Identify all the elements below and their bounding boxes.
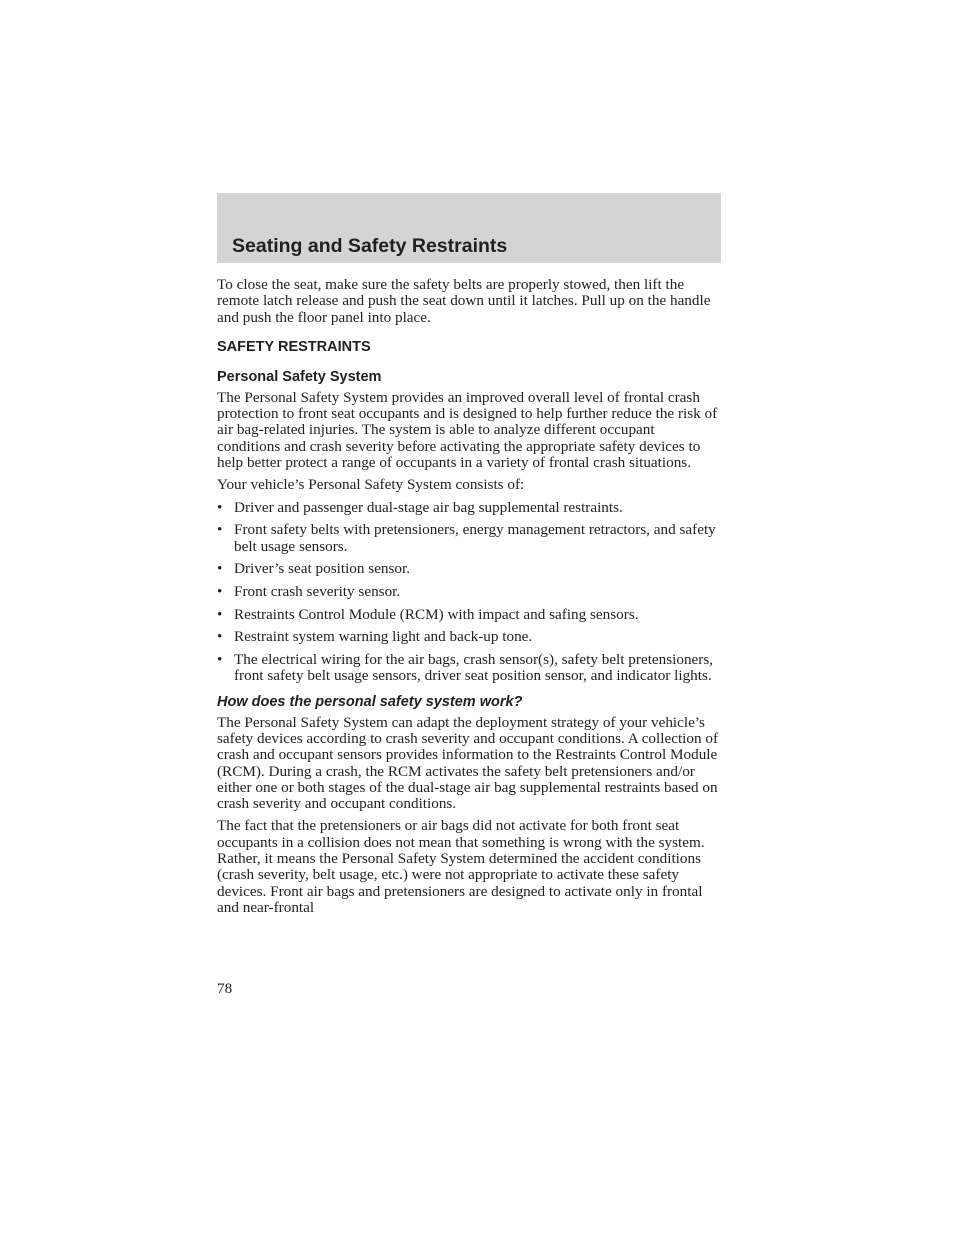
how-it-works-paragraph-1: The Personal Safety System can adapt the deployment strategy of your vehicle’s safety devices according to crash severity and occupant conditions. A collection of crash and occupant sensors provides information to the Restraints Control Module (RCM). During a crash, the RCM activates the safety belt pretensioners and/or either one or both stages of the dual-stage air bag supplemental restraints based on crash severity and occupant conditions. — [217, 713, 719, 813]
list-item-text: Driver’s seat position sensor. — [234, 560, 411, 578]
list-item — [217, 629, 721, 645]
how-it-works-paragraph-2: The fact that the pretensioners or air bags did not activate for both front seat occupants in a collision does not mean that something is wrong with the system. Rather, it means the Personal Safety System determined the accident conditions (crash severity, belt usage, etc.) were not appropriate to activate these safety devices. Front air bags and pretensioners are designed to activate only in frontal and near-frontal — [217, 817, 705, 916]
components-list — [217, 500, 721, 685]
personal-safety-system-description: The Personal Safety System provides an improved overall level of frontal crash protection to front seat occupants and is designed to help further reduce the risk of air bag-related injuries. The system is able to analyze different occupant conditions and crash severity before activating the appropriate safety devices to help better protect a range of occupants in a variety of frontal crash situations. — [217, 388, 718, 472]
bullet-icon: • — [217, 583, 223, 601]
list-item-text: Restraints Control Module (RCM) with impact and safing sensors. — [234, 605, 639, 623]
list-item-text: Front safety belts with pretensioners, energy management retractors, and safety belt usage sensors. — [234, 521, 716, 555]
list-item — [217, 584, 721, 600]
personal-safety-system-heading: Personal Safety System — [217, 368, 382, 385]
bullet-icon: • — [217, 498, 223, 516]
section-header-band — [217, 193, 721, 263]
list-item — [217, 522, 721, 555]
page-number: 78 — [217, 980, 233, 997]
bullet-icon: • — [217, 521, 223, 539]
safety-restraints-heading: SAFETY RESTRAINTS — [217, 338, 371, 355]
bullet-icon: • — [217, 605, 223, 623]
list-item-text: Driver and passenger dual-stage air bag supplemental restraints. — [234, 498, 623, 516]
list-item — [217, 500, 721, 516]
bullet-icon: • — [217, 628, 223, 646]
section-title: Seating and Safety Restraints — [232, 235, 508, 257]
how-it-works-heading: How does the personal safety system work? — [217, 693, 523, 710]
list-item-text: Front crash severity sensor. — [234, 583, 401, 601]
consists-of-intro: Your vehicle’s Personal Safety System consists of: — [217, 476, 525, 494]
bullet-icon: • — [217, 560, 223, 578]
list-item — [217, 561, 721, 577]
list-item-text: Restraint system warning light and back-up tone. — [234, 628, 533, 646]
page-content — [217, 277, 721, 916]
bullet-icon: • — [217, 651, 223, 669]
intro-paragraph: To close the seat, make sure the safety belts are properly stowed, then lift the remote latch release and push the seat down until it latches. Pull up on the handle and push the floor panel into place. — [217, 276, 711, 326]
list-item-text: The electrical wiring for the air bags, crash sensor(s), safety belt pretensioners, front safety belt usage sensors, driver seat position sensor, and indicator lights. — [234, 651, 714, 685]
list-item — [217, 652, 721, 685]
list-item — [217, 607, 721, 623]
